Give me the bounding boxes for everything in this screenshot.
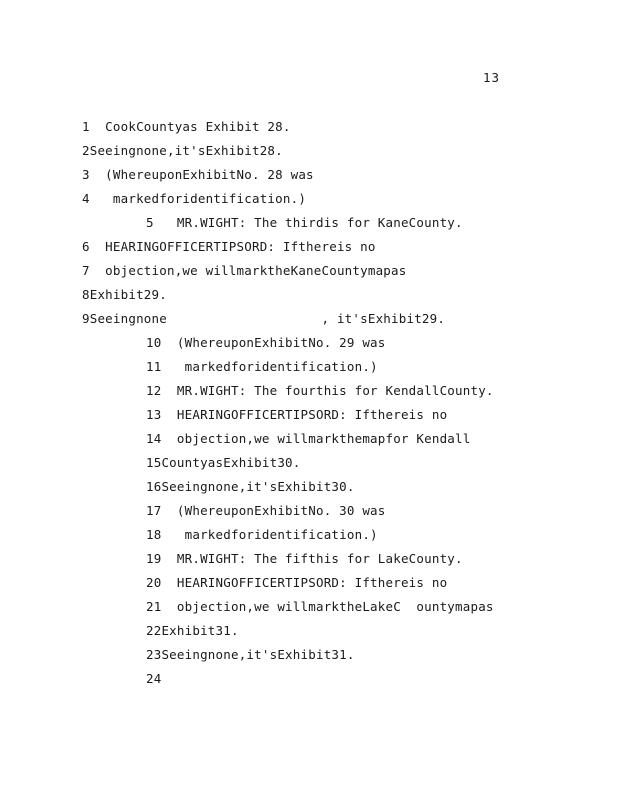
transcript-line-12: 12 MR.WIGHT: The fourthis for KendallCounty.	[146, 383, 494, 398]
page-number: 13	[483, 70, 501, 85]
transcript-line-22: 22Exhibit31.	[146, 623, 239, 638]
transcript-line-2: 2Seeingnone,it'sExhibit28.	[82, 143, 283, 158]
transcript-line-5: 5 MR.WIGHT: The thirdis for KaneCounty.	[146, 215, 463, 230]
transcript-line-20: 20 HEARINGOFFICERTIPSORD: Ifthereis no	[146, 575, 448, 590]
transcript-line-21: 21 objection,we willmarktheLakeC ountymapas	[146, 599, 494, 614]
transcript-line-1: 1 CookCountyas Exhibit 28.	[82, 119, 291, 134]
transcript-line-16: 16Seeingnone,it'sExhibit30.	[146, 479, 355, 494]
transcript-line-18: 18 markedforidentification.)	[146, 527, 378, 542]
transcript-line-17: 17 (WhereuponExhibitNo. 30 was	[146, 503, 386, 518]
transcript-line-8: 8Exhibit29.	[82, 287, 167, 302]
transcript-line-23: 23Seeingnone,it'sExhibit31.	[146, 647, 355, 662]
transcript-line-24: 24	[146, 671, 162, 686]
transcript-line-11: 11 markedforidentification.)	[146, 359, 378, 374]
transcript-line-15: 15CountyasExhibit30.	[146, 455, 301, 470]
transcript-line-3: 3 (WhereuponExhibitNo. 28 was	[82, 167, 314, 182]
transcript-line-4: 4 markedforidentification.)	[82, 191, 307, 206]
transcript-line-6: 6 HEARINGOFFICERTIPSORD: Ifthereis no	[82, 239, 376, 254]
transcript-line-14: 14 objection,we willmarkthemapfor Kendall	[146, 431, 471, 446]
transcript-line-10: 10 (WhereuponExhibitNo. 29 was	[146, 335, 386, 350]
transcript-line-9: 9Seeingnone , it'sExhibit29.	[82, 311, 446, 326]
transcript-line-7: 7 objection,we willmarktheKaneCountymapas	[82, 263, 407, 278]
transcript-line-19: 19 MR.WIGHT: The fifthis for LakeCounty.	[146, 551, 463, 566]
transcript-line-13: 13 HEARINGOFFICERTIPSORD: Ifthereis no	[146, 407, 448, 422]
